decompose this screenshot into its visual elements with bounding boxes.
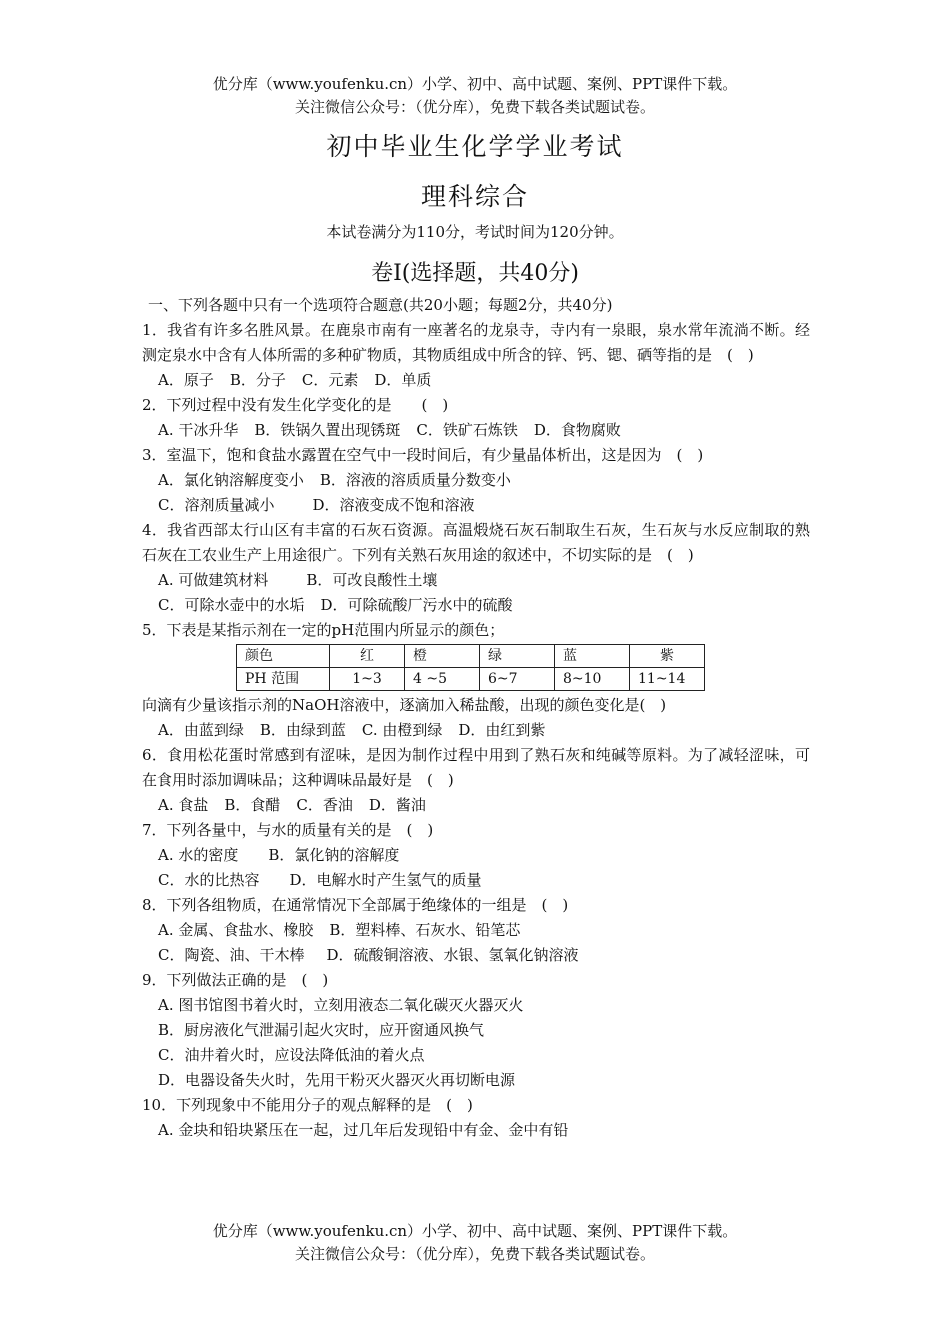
q1-option-d: D．单质: [374, 371, 432, 389]
q8-option-b: B．塑料棒、石灰水、铅笔芯: [329, 921, 521, 939]
table-cell: 蓝: [555, 645, 630, 668]
q4-option-b: B．可改良酸性土壤: [306, 571, 438, 589]
table-row: [237, 668, 705, 691]
q3-option-c: C．溶剂质量减小: [158, 496, 275, 514]
q3-option-b: B．溶液的溶质质量分数变小: [319, 471, 511, 489]
question-8-stem: 8．下列各组物质，在通常情况下全部属于绝缘体的一组是 ( ): [142, 896, 569, 914]
question-2-options: [142, 418, 810, 443]
q1-option-b: B．分子: [229, 371, 286, 389]
question-9-stem: 9．下列做法正确的是 ( ): [142, 971, 329, 989]
q9-option-c: C．油井着火时，应设法降低油的着火点: [158, 1046, 425, 1064]
q9-option-a: A. 图书馆图书着火时，立刻用液态二氧化碳灭火器灭火: [158, 996, 524, 1014]
q6-option-a: A. 食盐: [158, 796, 209, 814]
section-heading: 一、下列各题中只有一个选项符合题意(共20小题；每题2分，共40分): [148, 296, 613, 314]
question-4-stem: 4．我省西部太行山区有丰富的石灰石资源。高温煅烧石灰石制取生石灰，生石灰与水反应制取的熟石灰在工农业生产上用途很广。下列有关熟石灰用途的叙述中，不切实际的是 ( ): [142, 521, 810, 564]
question-5-stem-2: 向滴有少量该指示剂的NaOH溶液中，逐滴加入稀盐酸，出现的颜色变化是( ): [142, 696, 667, 714]
footer-line-2: 关注微信公众号：（优分库），免费下载各类试题试卷。: [294, 1245, 655, 1263]
q10-option-a: A. 金块和铅块紧压在一起，过几年后发现铅中有金、金中有铅: [158, 1121, 569, 1139]
q7-option-c: C．水的比热容: [158, 871, 260, 889]
table-row: [237, 645, 705, 668]
q9-option-d: D．电器设备失火时，先用干粉灭火器灭火再切断电源: [158, 1071, 516, 1089]
question-3-options-row2: [142, 493, 810, 518]
table-cell: 红: [330, 645, 405, 668]
q4-option-c: C．可除水壶中的水垢: [158, 596, 305, 614]
q8-option-d: D．硫酸铜溶液、水银、氢氧化钠溶液: [326, 946, 579, 964]
q9-option-b: B．厨房液化气泄漏引起火灾时，应开窗通风换气: [158, 1021, 485, 1039]
table-cell: 6~7: [480, 668, 555, 691]
q2-option-a: A. 干冰升华: [158, 421, 239, 439]
question-10-stem: 10．下列现象中不能用分子的观点解释的是 ( ): [142, 1096, 473, 1114]
question-3-stem: 3．室温下，饱和食盐水露置在空气中一段时间后，有少量晶体析出，这是因为 ( ): [142, 446, 704, 464]
ph-color-table: [236, 644, 705, 691]
table-cell: 橙: [405, 645, 480, 668]
q5-option-c: C. 由橙到绿: [361, 721, 443, 739]
question-4-options-row1: [142, 568, 810, 593]
question-8-options-row2: [142, 943, 810, 968]
q4-option-d: D．可除硫酸厂污水中的硫酸: [320, 596, 513, 614]
q3-option-a: A．氯化钠溶解度变小: [158, 471, 304, 489]
volume-title: 卷I(选择题，共40分): [371, 261, 579, 286]
question-7-options-row1: [142, 843, 810, 868]
table-cell: 紫: [630, 645, 705, 668]
q1-option-a: A．原子: [158, 371, 214, 389]
q7-option-a: A. 水的密度: [158, 846, 239, 864]
q5-option-b: B．由绿到蓝: [259, 721, 346, 739]
question-1-stem: 1．我省有许多名胜风景。在鹿泉市南有一座著名的龙泉寺，寺内有一泉眼，泉水常年流淌不断。经测定泉水中含有人体所需的多种矿物质，其物质组成中所含的锌、钙、锶、硒等指的是 ( ): [142, 321, 810, 364]
question-2-stem: 2．下列过程中没有发生化学变化的是 ( ): [142, 396, 449, 414]
q2-option-d: D．食物腐败: [533, 421, 621, 439]
q3-option-d: D．溶液变成不饱和溶液: [312, 496, 475, 514]
question-4-options-row2: [142, 593, 810, 618]
q7-option-b: B．氯化钠的溶解度: [268, 846, 400, 864]
question-8-options-row1: [142, 918, 810, 943]
question-1-options: [142, 368, 810, 393]
q7-option-d: D．电解水时产生氢气的质量: [289, 871, 482, 889]
q4-option-a: A. 可做建筑材料: [158, 571, 269, 589]
q6-option-c: C．香油: [296, 796, 353, 814]
header-line-2: 关注微信公众号：（优分库），免费下载各类试题试卷。: [294, 98, 655, 116]
q5-option-a: A．由蓝到绿: [158, 721, 244, 739]
table-cell: 绿: [480, 645, 555, 668]
q1-option-c: C．元素: [301, 371, 359, 389]
q8-option-c: C．陶瓷、油、干木棒: [158, 946, 305, 964]
question-3-options-row1: [142, 468, 810, 493]
table-cell: 8~10: [555, 668, 630, 691]
question-6-stem: 6．食用松花蛋时常感到有涩味，是因为制作过程中用到了熟石灰和纯碱等原料。为了减轻涩味，可在食用时添加调味品；这种调味品最好是 ( ): [142, 746, 810, 789]
table-cell: 11~14: [630, 668, 705, 691]
header-line-1: 优分库（www.youfenku.cn）小学、初中、高中试题、案例、PPT课件下载。: [212, 75, 738, 93]
table-cell: PH 范围: [237, 668, 330, 691]
question-5-options: [142, 718, 810, 743]
question-7-stem: 7．下列各量中，与水的质量有关的是 ( ): [142, 821, 434, 839]
exam-title: 初中毕业生化学学业考试: [326, 132, 624, 161]
exam-subtitle: 理科综合: [420, 182, 529, 211]
question-content: [142, 293, 810, 1143]
q8-option-a: A. 金属、食盐水、橡胶: [158, 921, 314, 939]
q2-option-c: C．铁矿石炼铁: [416, 421, 518, 439]
question-7-options-row2: [142, 868, 810, 893]
q2-option-b: B．铁锅久置出现锈斑: [254, 421, 401, 439]
q5-option-d: D．由红到紫: [458, 721, 546, 739]
table-cell: 1~3: [330, 668, 405, 691]
exam-info: 本试卷满分为110分，考试时间为120分钟。: [326, 223, 624, 241]
question-6-options: [142, 793, 810, 818]
table-cell: 颜色: [237, 645, 330, 668]
table-cell: 4 ~5: [405, 668, 480, 691]
footer-line-1: 优分库（www.youfenku.cn）小学、初中、高中试题、案例、PPT课件下载。: [212, 1222, 738, 1240]
question-5-stem: 5．下表是某指示剂在一定的pH范围内所显示的颜色；: [142, 621, 505, 639]
q6-option-d: D．酱油: [368, 796, 426, 814]
q6-option-b: B．食醋: [224, 796, 281, 814]
